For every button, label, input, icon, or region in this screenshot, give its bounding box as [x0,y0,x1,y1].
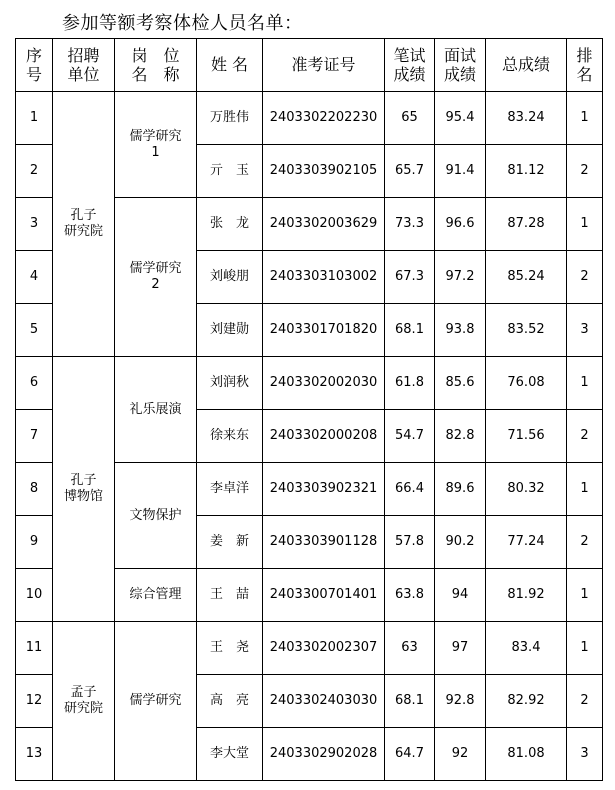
cell-rank: 2 [567,410,603,463]
cell-exam-no: 2403302002030 [263,357,385,410]
cell-name: 李卓洋 [197,463,263,516]
cell-name: 亓 玉 [197,145,263,198]
cell-seq: 1 [16,92,53,145]
cell-position: 儒学研究 1 [115,92,197,198]
cell-written: 57.8 [385,516,435,569]
header-rank: 排 名 [567,39,603,92]
cell-written: 64.7 [385,728,435,781]
cell-unit: 孟子 研究院 [53,622,115,781]
cell-position: 儒学研究 [115,622,197,781]
cell-exam-no: 2403303902105 [263,145,385,198]
cell-interview: 85.6 [435,357,486,410]
cell-name: 刘润秋 [197,357,263,410]
cell-rank: 1 [567,569,603,622]
table-row [16,92,603,145]
header-row [16,39,603,92]
cell-exam-no: 2403302002307 [263,622,385,675]
header-position: 岗 位 名 称 [115,39,197,92]
cell-seq: 8 [16,463,53,516]
cell-rank: 1 [567,463,603,516]
cell-interview: 94 [435,569,486,622]
cell-written: 54.7 [385,410,435,463]
cell-written: 66.4 [385,463,435,516]
cell-total: 83.24 [486,92,567,145]
cell-interview: 93.8 [435,304,486,357]
header-name: 姓 名 [197,39,263,92]
cell-exam-no: 2403300701401 [263,569,385,622]
cell-seq: 11 [16,622,53,675]
cell-exam-no: 2403303103002 [263,251,385,304]
cell-seq: 5 [16,304,53,357]
cell-total: 76.08 [486,357,567,410]
cell-rank: 3 [567,728,603,781]
cell-written: 65.7 [385,145,435,198]
cell-total: 80.32 [486,463,567,516]
cell-exam-no: 2403303901128 [263,516,385,569]
cell-interview: 97 [435,622,486,675]
cell-total: 81.12 [486,145,567,198]
cell-seq: 12 [16,675,53,728]
cell-written: 65 [385,92,435,145]
cell-name: 刘建勋 [197,304,263,357]
cell-total: 83.52 [486,304,567,357]
cell-seq: 9 [16,516,53,569]
cell-total: 87.28 [486,198,567,251]
cell-interview: 96.6 [435,198,486,251]
cell-seq: 2 [16,145,53,198]
table-row [16,622,603,675]
cell-seq: 10 [16,569,53,622]
cell-exam-no: 2403303902321 [263,463,385,516]
cell-rank: 3 [567,304,603,357]
header-total: 总成绩 [486,39,567,92]
cell-name: 王 尧 [197,622,263,675]
cell-written: 73.3 [385,198,435,251]
cell-seq: 7 [16,410,53,463]
cell-seq: 13 [16,728,53,781]
cell-total: 83.4 [486,622,567,675]
cell-total: 81.92 [486,569,567,622]
cell-interview: 91.4 [435,145,486,198]
cell-rank: 2 [567,516,603,569]
cell-rank: 1 [567,622,603,675]
cell-rank: 1 [567,357,603,410]
cell-interview: 90.2 [435,516,486,569]
cell-written: 67.3 [385,251,435,304]
cell-rank: 2 [567,251,603,304]
cell-name: 王 喆 [197,569,263,622]
header-unit: 招聘 单位 [53,39,115,92]
cell-seq: 3 [16,198,53,251]
header-written: 笔试 成绩 [385,39,435,92]
cell-name: 张 龙 [197,198,263,251]
cell-total: 77.24 [486,516,567,569]
cell-exam-no: 2403302403030 [263,675,385,728]
cell-interview: 92 [435,728,486,781]
cell-written: 68.1 [385,304,435,357]
cell-name: 徐来东 [197,410,263,463]
cell-exam-no: 2403302902028 [263,728,385,781]
cell-unit: 孔子 研究院 [53,92,115,357]
cell-position: 儒学研究 2 [115,198,197,357]
cell-exam-no: 2403301701820 [263,304,385,357]
cell-interview: 92.8 [435,675,486,728]
cell-rank: 2 [567,145,603,198]
cell-total: 81.08 [486,728,567,781]
cell-unit: 孔子 博物馆 [53,357,115,622]
cell-written: 61.8 [385,357,435,410]
cell-seq: 4 [16,251,53,304]
header-interview: 面试 成绩 [435,39,486,92]
cell-exam-no: 2403302202230 [263,92,385,145]
page-title: 参加等额考察体检人员名单： [62,13,303,34]
cell-written: 63 [385,622,435,675]
cell-interview: 89.6 [435,463,486,516]
cell-position: 文物保护 [115,463,197,569]
cell-exam-no: 2403302000208 [263,410,385,463]
cell-exam-no: 2403302003629 [263,198,385,251]
cell-name: 姜 新 [197,516,263,569]
header-seq: 序 号 [16,39,53,92]
cell-position: 礼乐展演 [115,357,197,463]
cell-total: 85.24 [486,251,567,304]
cell-rank: 2 [567,675,603,728]
table-row [16,357,603,410]
cell-seq: 6 [16,357,53,410]
cell-interview: 97.2 [435,251,486,304]
cell-name: 李大堂 [197,728,263,781]
cell-interview: 95.4 [435,92,486,145]
cell-written: 63.8 [385,569,435,622]
cell-rank: 1 [567,198,603,251]
cell-rank: 1 [567,92,603,145]
cell-name: 刘峻朋 [197,251,263,304]
roster-table [15,38,603,781]
cell-total: 82.92 [486,675,567,728]
cell-written: 68.1 [385,675,435,728]
cell-total: 71.56 [486,410,567,463]
cell-interview: 82.8 [435,410,486,463]
cell-name: 万胜伟 [197,92,263,145]
cell-name: 高 亮 [197,675,263,728]
cell-position: 综合管理 [115,569,197,622]
header-exam-no: 准考证号 [263,39,385,92]
